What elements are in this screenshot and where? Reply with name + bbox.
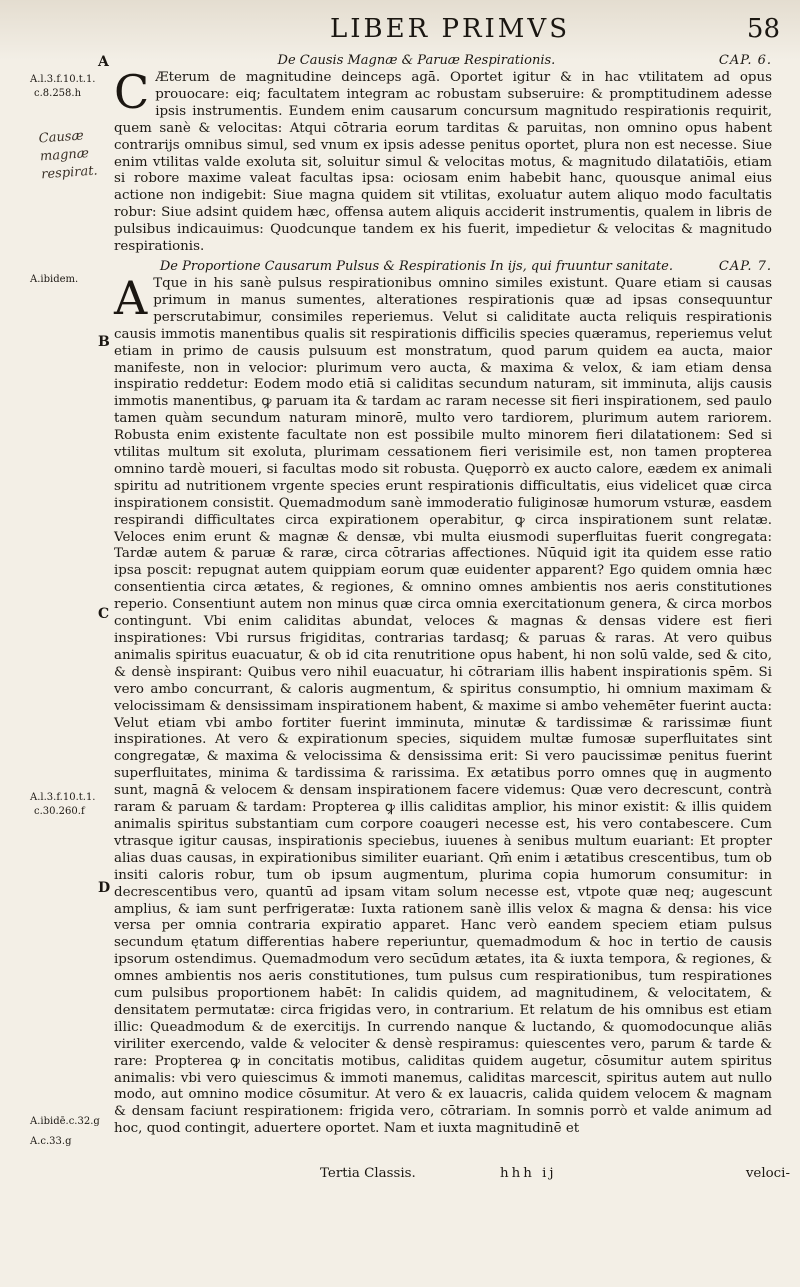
chapter-title: De Causis Magnæ & Paruæ Respirationis. [277, 53, 556, 68]
margin-reference: c.30.260.f [34, 806, 85, 817]
paragraph [114, 270, 772, 1138]
section-letter-b: B [98, 334, 110, 350]
signature-mark: hhh ij [500, 1166, 557, 1181]
margin-reference: c.8.258.h [34, 88, 82, 99]
chapter-heading [114, 52, 772, 69]
margin-reference: A.l.3.f.10.t.1. [30, 792, 96, 803]
chapter-heading [114, 258, 772, 275]
page-footer [320, 1166, 790, 1186]
margin-reference: A.ibidem. [30, 274, 79, 285]
paragraph-text: Æterum de magnitudine deinceps agā. Oportet igitur & in hac vtilitatem ad opus prouocare: eiq; facultatem integram ac robustam subseruire: & promptitudinem adesse ipsis instrumentis. Eundem enim causarum concursum magnitudo respirationis requirit, quem sanè & velocitas: Atqui cōtraria eorum tarditas & paruitas, non omnino opus habent contrarijs omnibus simul, sed vnum ex ipsis adesse penitus oportet, plura non est necesse. Siue enim vtilitas valde exoluta sit, soluitur simul & velocitas motus, & magnitudo dilatatiōis, etiam si robore maxime valeat facultas ipsa: ociosam enim habebit hanc, quousque animal eius actione non indigebit: Siue magna quidem sit vtilitas, exoluatur autem aliquo modo facultatis robur: Siue adsint quidem hæc, offensa autem aliquis acciderit instrumentis, qualem in libris de pulsibus indicauimus: Quodcunque tandem ex his fuerit, impedietur & velocitas & magnitudo respirationis. [114, 70, 772, 255]
page-header [300, 14, 780, 44]
paragraph-text: Tque in his sanè pulsus respirationibus omnino similes existunt. Quare etiam si causas primum in manus sumentes, alterationes respirationis quæ ad ipsas consequuntur perscrutabimur, consimiles reperiemus. Velut si caliditate aucta reliquis respirationis causis immotis manentibus qualis sit respirationis difficilis species quæramus, reperiemus velut etiam in primo de causis pulsuum est monstratum, quod parum quidem ea aucta, maior manifeste, non in velocior: plurimum vero aucta, & maxima & velox, & iam etiam densa inspiratio reddetur: Eodem modo etiā si caliditas secundum naturam, sit imminuta, alijs causis immotis manentibus, ꝙ paruam ita & tardam ac raram necesse sit fieri inspirationem, sed paulo tamen quàm secundum naturam minorē, multo vero tardiorem, plurimum autem rariorem. Robusta enim existente facultate non est possibile multo minorem fieri dilatationem: Sed si vtilitas multum sit exoluta, plurimam cessationem fieri verisimile est, non tamen propterea omnino tardè moueri, si facultas modo sit robusta. Quęporrò ex aucto calore, eædem ex animali spiritu ad nutritionem vrgente species erunt respirationis difficultatis, eius videlicet quæ circa inspirationem consistit. Quemadmodum sanè immoderatio fuliginosæ humorum vsturæ, easdem respirandi difficultates circa expirationem operabitur, ꝙ circa inspirationem sunt relatæ. Veloces enim erunt & magnæ & densæ, vbi multa eiusmodi superfluitas fuerit congregata: Tardæ autem & paruæ & raræ, circa cōtrarias affectiones. Nūquid igit ita quidem esse ratio ipsa poscit: repugnat autem quippiam eorum quæ euidenter apparent? Ego quidem omnia hæc consentientia circa ætates, & regiones, & omnino omnes ambientis nos aeris constitutiones reperio. Consentiunt autem non minus quæ circa omnia exercitationum genera, & circa morbos contingunt. Vbi enim caliditas abundat, veloces & magnas & densas videre est fieri inspirationes: Vbi rursus frigiditas, contrarias tardasq; & paruas & raras. At vero quibus animalis spiritus euacuatur, & ob id cita renutritione opus habent, hi non solū valde, sed & cito, & densè inspirant: Quibus vero nihil euacuatur, hi cōtrariam illis habent inspirationis spēm. Si vero ambo concurrant, & caloris augmentum, & spiritus consumptio, hi omnium maximam & velocissimam & densissimam inspirationem habent, & maxime si ambo vehemēter fuerint aucta: Velut etiam vbi ambo fortiter fuerint imminuta, minutæ & tardissimæ & rarissimæ fiunt inspirationes. At vero & expirationum species, siquidem multæ fumosæ superfluitates sint congregatæ, & maxima & velocissima & densissima erit: Si vero paucissimæ penitus fuerint superfluitates, minima & tardissima & rarissima. Ex ætatibus porro omnes quę in augmento sunt, magnā & velocem & densam inspirationem facere videmus: Quæ vero decrescunt, contrà raram & paruam & tardam: Propterea ꝙ illis caliditas amplior, his minor existit: & illis quidem animalis spiritus substantiam cum corpore coaugeri necesse est, his vero contabescere. Cum vtrasque igitur causas, inspirationis speciebus, iuuenes à senibus multum euariant: Et propter alias duas causas, in expirationibus similiter euariant. Qm̄ enim i ætatibus crescentibus, tum ob insiti caloris robur, tum ob ipsum augmentum, plurima copia humorum consumitur: in decrescentibus vero, quantū ad ipsam vitam solum necesse est, vtpote quæ neq; augescunt amplius, & iam sunt perfrigeratæ: Iuxta rationem sanè illis velox & magna & densa: his vice versa per omnia contraria expiratio apparet. Hanc verò eandem speciem etiam pulsus secundum ętatum differentias habere reperiuntur, quemadmodum & hoc in tertio de causis ipsorum ostendimus. Quemadmodum vero secūdum ætates, ita & iuxta tempora, & regiones, & omnes ambientis nos aeris constitutiones, tum pulsus cum respirationibus, tum respirationes cum pulsibus proportionem habēt: In calidis quidem, ad magnitudinem, & velocitatem, & densitatem permutatæ: circa frigidas vero, in contrarium. Et relatum de his omnibus est etiam illic: Queadmodum & de exercitijs. In currendo nanque & luctando, & quomodocunque aliās viriliter exercendo, valde & velociter & densè respiramus: quiescentes vero, parum & tarde & rare: Propterea ꝙ in concitatis motibus, caliditas quidem augetur, cōsumitur autem spiritus animalis: vbi vero quiescimus & immoti manemus, caliditas marcescit, spiritus autem aut nullo modo, aut omnino modice cōsumitur. At vero & ex lauacris, calida quidem velocem & magnam & densam faciunt respirationem: frigida vero, cōtrariam. In somnis porrò et valde animum ad hoc, quod contingit, aduertere oportet. Nam et iuxta magnitudinē et [114, 275, 772, 1137]
margin-reference: A.ibidē.c.32.g [30, 1116, 100, 1127]
drop-cap: C [114, 65, 150, 119]
margin-reference: A.l.3.f.10.t.1. [30, 74, 96, 85]
section-letter-c: C [98, 606, 110, 622]
paragraph [114, 65, 772, 256]
catchword: veloci- [745, 1166, 790, 1181]
handwritten-annotation: Causæ magnæ respirat. [38, 128, 99, 183]
section-letter-a: A [98, 54, 109, 70]
running-head: LIBER PRIMVS [330, 14, 571, 44]
section-letter-d: D [98, 880, 111, 896]
footer-class: Tertia Classis. [320, 1166, 416, 1181]
chapter-number: CAP. 6. [718, 53, 772, 68]
chapter-title: De Proportione Causarum Pulsus & Respirationis In ijs, qui fruuntur sanitate. [159, 258, 673, 274]
page-number: 58 [746, 14, 780, 44]
margin-reference: A.c.33.g [30, 1136, 72, 1147]
text-column [114, 52, 772, 1138]
drop-cap: A [114, 270, 148, 325]
chapter-number: CAP. 7. [718, 258, 772, 274]
